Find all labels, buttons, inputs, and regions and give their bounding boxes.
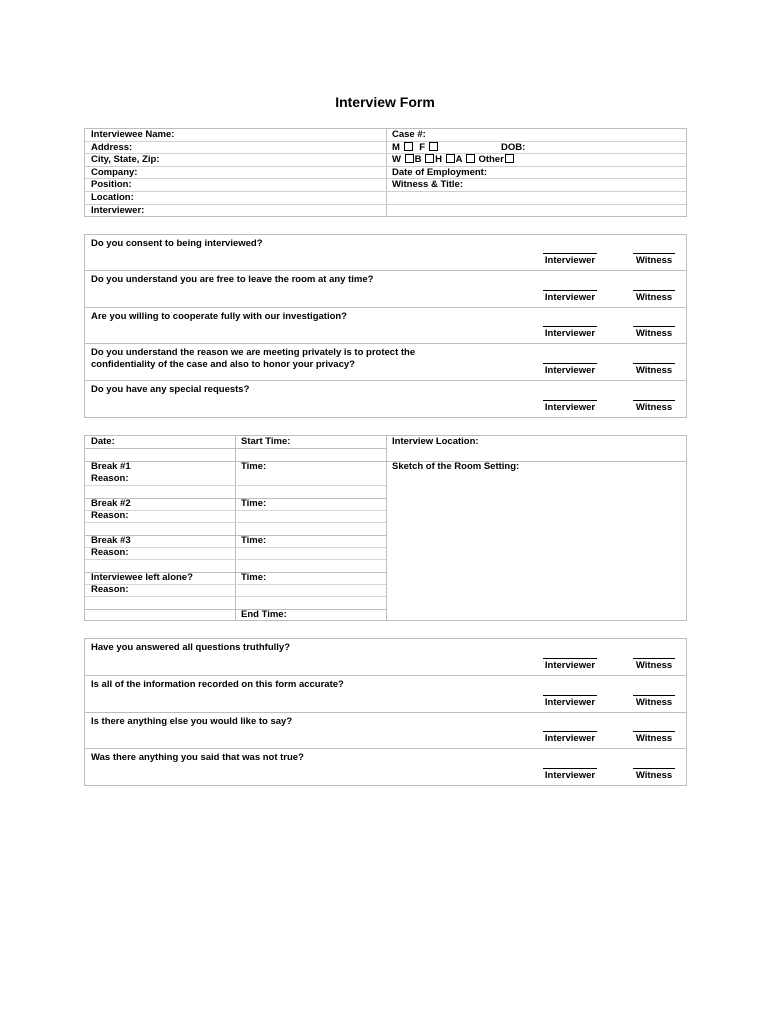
break-2-label: Break #2 <box>91 498 131 509</box>
sex-f-checkbox[interactable] <box>429 142 438 151</box>
interviewer-signature[interactable]: Interviewer <box>544 255 596 266</box>
witness-signature[interactable]: Witness <box>633 731 675 744</box>
race-a-checkbox[interactable] <box>466 154 475 163</box>
race-other-checkbox[interactable] <box>505 154 514 163</box>
question-text: Was there anything you said that was not true? <box>91 752 304 763</box>
break-1-label: Break #1 <box>91 461 131 472</box>
witness-signature[interactable]: Witness <box>633 768 675 781</box>
address-field[interactable]: Address: <box>85 142 386 155</box>
race-h-label: H <box>435 154 442 166</box>
sex-dob-row <box>386 142 686 155</box>
question-text: Are you willing to cooperate fully with our investigation? <box>91 311 347 322</box>
question-row <box>85 381 686 417</box>
case-number-field[interactable]: Case #: <box>386 129 686 142</box>
witness-signature[interactable]: Witness <box>633 290 675 303</box>
question-text: Do you understand the reason we are meeting privately is to protect the confidentiality of the case and also to honor your privacy? <box>91 347 416 370</box>
witness-signature[interactable]: Witness <box>633 326 675 339</box>
witness-title-field[interactable]: Witness & Title: <box>386 179 686 192</box>
blank-row <box>386 205 686 218</box>
location-field[interactable]: Location: <box>85 192 386 205</box>
left-alone-reason-field[interactable]: Reason: <box>91 584 129 595</box>
end-time-field[interactable]: End Time: <box>241 609 287 620</box>
date-of-employment-field[interactable]: Date of Employment: <box>386 167 686 180</box>
session-log-table <box>84 435 687 621</box>
interviewer-field[interactable]: Interviewer: <box>91 204 145 216</box>
form-title: Interview Form <box>335 94 435 110</box>
question-text: Have you answered all questions truthfully? <box>91 642 291 653</box>
race-h-checkbox[interactable] <box>446 154 455 163</box>
question-text: Do you consent to being interviewed? <box>91 238 263 249</box>
question-row <box>85 308 686 344</box>
race-row <box>386 154 686 167</box>
witness-signature[interactable]: Witness <box>633 253 675 266</box>
question-text: Is there anything else you would like to say? <box>91 716 293 727</box>
interviewer-signature[interactable]: Interviewer <box>544 365 596 376</box>
date-field[interactable]: Date: <box>91 436 115 447</box>
sex-f-label: F <box>419 141 426 153</box>
break-3-time-field[interactable]: Time: <box>241 535 267 546</box>
witness-signature[interactable]: Witness <box>633 400 675 413</box>
question-row <box>85 639 686 676</box>
interviewer-signature[interactable]: Interviewer <box>544 733 596 744</box>
left-alone-time-field[interactable]: Time: <box>241 572 267 583</box>
interviewer-signature[interactable]: Interviewer <box>544 770 596 781</box>
room-sketch-area[interactable]: Sketch of the Room Setting: <box>392 461 520 472</box>
question-row <box>85 713 686 749</box>
interviewee-info-table <box>84 128 687 217</box>
break-1-reason-field[interactable]: Reason: <box>91 473 129 484</box>
question-text: Do you understand you are free to leave the room at any time? <box>91 274 374 285</box>
witness-signature[interactable]: Witness <box>633 363 675 376</box>
race-b-label: B <box>414 154 422 166</box>
question-row <box>85 344 686 381</box>
interviewee-details-column <box>85 129 387 216</box>
question-row <box>85 271 686 308</box>
start-time-field[interactable]: Start Time: <box>241 436 291 447</box>
position-field[interactable]: Position: <box>85 179 386 192</box>
break-3-reason-field[interactable]: Reason: <box>91 547 129 558</box>
break-3-label: Break #3 <box>91 535 131 546</box>
race-w-label: W <box>392 154 401 166</box>
case-details-column <box>386 129 686 216</box>
witness-signature[interactable]: Witness <box>633 658 675 671</box>
dob-field[interactable]: DOB: <box>501 141 526 153</box>
question-text: Do you have any special requests? <box>91 384 250 395</box>
interviewer-signature[interactable]: Interviewer <box>544 660 596 671</box>
interviewer-signature[interactable]: Interviewer <box>544 402 596 413</box>
race-other-label: Other <box>478 154 504 166</box>
interviewer-signature[interactable]: Interviewer <box>544 292 596 303</box>
company-field[interactable]: Company: <box>85 167 386 180</box>
interview-location-field[interactable]: Interview Location: <box>392 436 479 447</box>
sex-m-checkbox[interactable] <box>404 142 413 151</box>
sex-m-label: M <box>392 141 400 153</box>
closing-questions-table <box>84 638 687 786</box>
question-row <box>85 235 686 271</box>
interviewee-name-field[interactable]: Interviewee Name: <box>85 129 386 142</box>
race-a-label: A <box>455 154 463 166</box>
location-sketch-area <box>386 436 687 620</box>
break-2-reason-field[interactable]: Reason: <box>91 510 129 521</box>
question-row <box>85 749 686 785</box>
race-w-checkbox[interactable] <box>405 154 414 163</box>
break-2-time-field[interactable]: Time: <box>241 498 267 509</box>
break-1-time-field[interactable]: Time: <box>241 461 267 472</box>
city-state-zip-field[interactable]: City, State, Zip: <box>85 154 386 167</box>
race-b-checkbox[interactable] <box>425 154 434 163</box>
question-row <box>85 676 686 713</box>
blank-row <box>386 192 686 205</box>
interviewer-signature[interactable]: Interviewer <box>544 697 596 708</box>
witness-signature[interactable]: Witness <box>633 695 675 708</box>
question-text: Is all of the information recorded on this form accurate? <box>91 679 344 690</box>
left-alone-label: Interviewee left alone? <box>91 572 193 583</box>
interviewer-signature[interactable]: Interviewer <box>544 328 596 339</box>
consent-questions-table <box>84 234 687 418</box>
session-times-area <box>85 436 387 620</box>
